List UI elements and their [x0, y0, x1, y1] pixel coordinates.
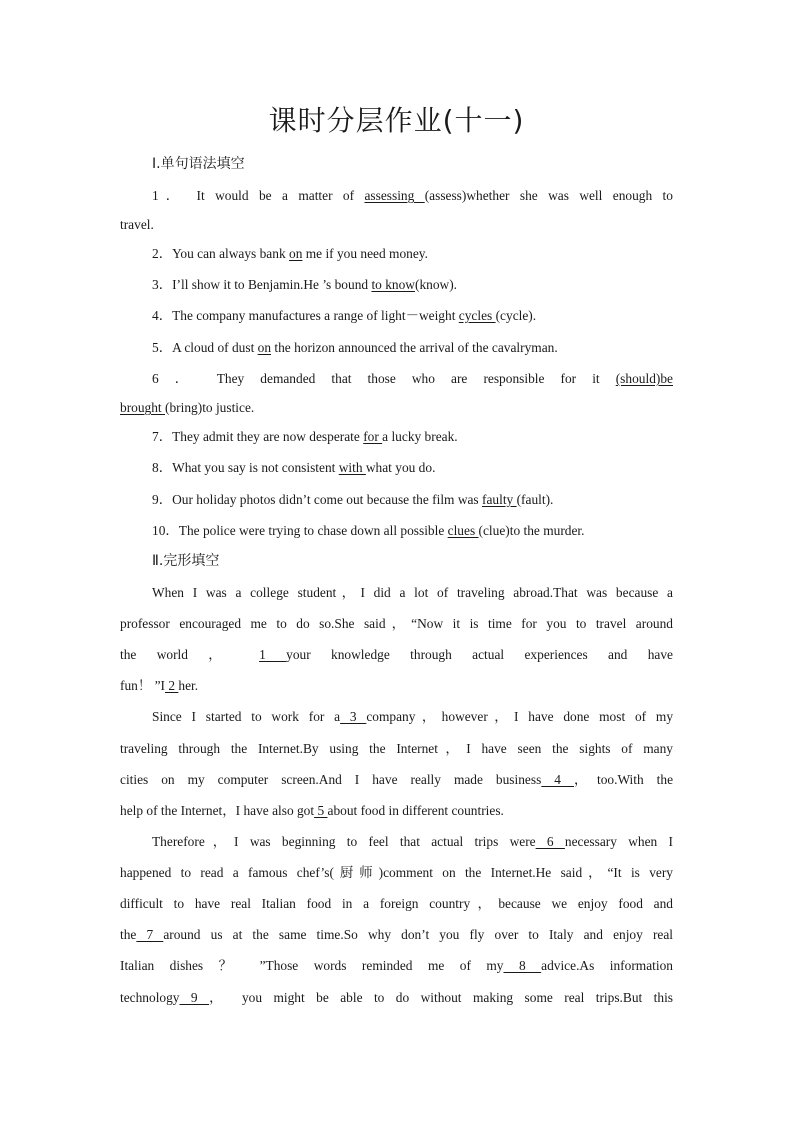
q2-text-a: 2．You can always bank — [152, 246, 289, 261]
section-heading-grammar: Ⅰ.单句语法填空 — [152, 156, 245, 172]
q1-answer: assessing — [364, 188, 425, 203]
question-1-line-2: travel. — [120, 217, 154, 232]
q2-text-b: me if you need money. — [302, 246, 428, 261]
q3-answer: to know — [371, 277, 415, 292]
p1-line-4 — [120, 676, 673, 696]
p3-line-3: difficult to have real Italian food in a foreign country，because we enjoy food and — [120, 896, 673, 911]
question-3 — [120, 275, 673, 295]
p3-line-4-a: the — [120, 927, 137, 942]
q3-text-b: (know). — [414, 277, 458, 292]
q2-answer: on — [289, 246, 303, 261]
q7-answer: for — [363, 429, 383, 444]
cloze-blank-2: 2 — [165, 678, 179, 693]
q4-answer: cycles — [458, 308, 496, 323]
page-title: 课时分层作业(十一) — [268, 104, 525, 137]
p2-line-4-b: about food in different countries. — [327, 803, 504, 818]
p2-line-2: traveling through the Internet.By using the Internet，I have seen the sights of many — [120, 741, 673, 756]
q3-text-a: 3．I’ll show it to Benjamin.He ’s bound — [152, 277, 372, 292]
p2-line-4 — [120, 801, 673, 821]
question-5 — [120, 338, 673, 358]
p3-line-6 — [120, 988, 673, 1008]
cloze-blank-1: 1 — [259, 647, 287, 662]
p2-line-3 — [120, 770, 673, 790]
question-9 — [120, 490, 673, 510]
p3-line-6-a: technology — [120, 990, 180, 1005]
p3-line-4 — [120, 925, 673, 945]
q4-text-a: 4．The company manufactures a range of light－weight — [152, 308, 459, 323]
cloze-blank-7: 7 — [136, 927, 164, 942]
section-heading-cloze: Ⅱ.完形填空 — [152, 553, 220, 569]
p2-line-3-b: ，too.With the — [573, 772, 674, 787]
question-6-line-2 — [120, 398, 673, 418]
p1-line-3 — [120, 645, 673, 665]
p1-line-2: professor encouraged me to do so.She said，“Now it is time for you to travel around — [120, 616, 673, 631]
p3-line-1 — [120, 832, 673, 852]
p3-line-1-a: Therefore，I was beginning to feel that actual trips were — [152, 834, 536, 849]
p3-line-5 — [120, 956, 673, 976]
q6-text-b: (bring)to justice. — [165, 400, 255, 415]
q4-text-b: (cycle). — [495, 308, 537, 323]
q10-text-a: 10．The police were trying to chase down all possible — [152, 523, 448, 538]
q5-answer: on — [257, 340, 272, 355]
p2-line-1-b: company，however，I have done most of my — [366, 709, 674, 724]
p1-line-4-a: fun！ ”I — [120, 678, 165, 693]
p3-line-5-b: advice.As information — [541, 958, 673, 973]
question-2 — [120, 244, 673, 264]
q7-text-b: a lucky break. — [382, 429, 458, 444]
q5-text-b: the horizon announced the arrival of the cavalryman. — [271, 340, 558, 355]
q1-text-b: (assess)whether she was well enough to — [424, 188, 673, 203]
p2-line-3-a: cities on my computer screen.And I have really made business — [120, 772, 542, 787]
cloze-blank-8: 8 — [503, 958, 542, 973]
q5-text-a: 5．A cloud of dust — [152, 340, 258, 355]
cloze-blank-6: 6 — [535, 834, 565, 849]
q1-text-a: 1． It would be a matter of — [152, 188, 365, 203]
q9-text-a: 9．Our holiday photos didn’t come out because the film was — [152, 492, 482, 507]
q6-answer-part-2: brought — [120, 400, 166, 415]
q8-text-a: 8．What you say is not consistent — [152, 460, 339, 475]
question-4 — [120, 306, 673, 326]
cloze-blank-5: 5 — [314, 803, 328, 818]
p2-line-4-a: help of the Internet，I have also got — [120, 803, 315, 818]
cloze-blank-4: 4 — [541, 772, 574, 787]
q7-text-a: 7．They admit they are now desperate — [152, 429, 364, 444]
p1-line-4-b: her. — [178, 678, 199, 693]
p3-line-2: happened to read a famous chef’s(厨师)comment on the Internet.He said，“It is very — [120, 865, 673, 880]
question-1-line-1 — [120, 186, 673, 206]
question-10 — [120, 521, 673, 541]
question-7 — [120, 427, 673, 447]
question-6-line-1 — [120, 369, 673, 389]
question-8 — [120, 458, 673, 478]
p3-line-6-b: ， you might be able to do without making some real trips.But this — [209, 990, 674, 1005]
p2-line-1-a: Since I started to work for a — [152, 709, 341, 724]
q8-text-b: what you do. — [365, 460, 436, 475]
p1-line-3-a: the world ， — [120, 647, 260, 662]
q9-answer: faulty — [482, 492, 517, 507]
cloze-blank-9: 9 — [179, 990, 210, 1005]
p1-line-1: When I was a college student，I did a lot of traveling abroad.That was because a — [152, 585, 673, 600]
p3-line-5-a: Italian dishes ？ ”Those words reminded me of my — [120, 958, 504, 973]
q10-text-b: (clue)to the murder. — [478, 523, 585, 538]
q9-text-b: (fault). — [516, 492, 554, 507]
p3-line-1-b: necessary when I — [564, 834, 674, 849]
q8-answer: with — [338, 460, 366, 475]
q6-text-a: 6 ． They demanded that those who are responsible for it — [152, 371, 616, 386]
q6-answer-part-1: (should)be — [615, 371, 673, 386]
q10-answer: clues — [447, 523, 479, 538]
p1-line-3-b: your knowledge through actual experiences and have — [286, 647, 674, 662]
cloze-blank-3: 3 — [340, 709, 367, 724]
p3-line-4-b: around us at the same time.So why don’t you fly over to Italy and enjoy real — [163, 927, 674, 942]
p2-line-1 — [120, 707, 673, 727]
